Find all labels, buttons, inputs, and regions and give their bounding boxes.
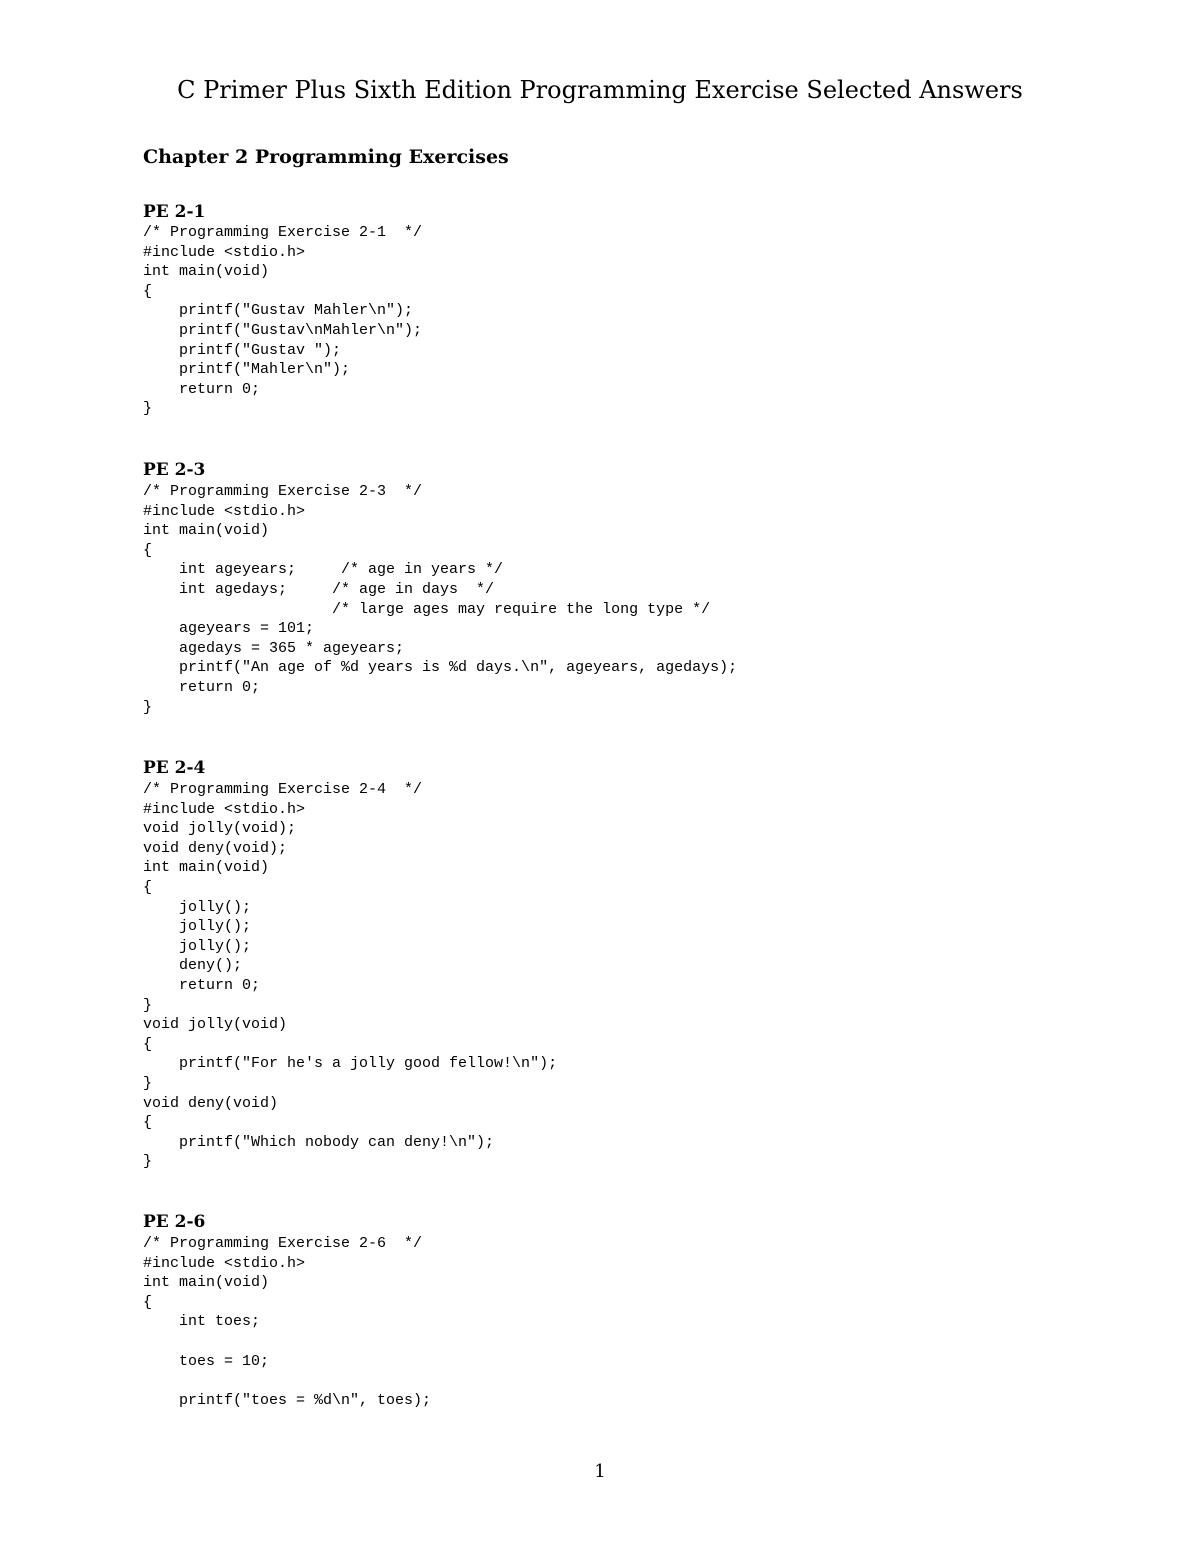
code-line: void deny(void) [143, 1094, 279, 1112]
code-line: #include <stdio.h> [143, 1254, 306, 1272]
code-line: { [143, 282, 153, 300]
code-line: int main(void) [143, 263, 270, 281]
code-line: jolly(); [143, 937, 252, 955]
code-line: void jolly(void); [143, 820, 297, 838]
page-title: C Primer Plus Sixth Edition Programming Exercise Selected Answers [177, 76, 1023, 104]
code-line: } [143, 1153, 153, 1171]
page-number: 1 [594, 1461, 606, 1482]
code-line: { [143, 878, 153, 896]
code-line: agedays = 365 * ageyears; [143, 639, 405, 657]
code-line: { [143, 1035, 153, 1053]
code-line: return 0; [143, 380, 261, 398]
code-line: return 0; [143, 976, 261, 994]
code-line: /* Programming Exercise 2-6 */ [143, 1235, 423, 1252]
code-block-pe-2-6 [143, 1234, 431, 1410]
code-line: { [143, 1114, 153, 1132]
code-block-pe-2-3 [143, 482, 737, 717]
code-line: void jolly(void) [143, 1016, 288, 1034]
code-line: int agedays; /* age in days */ [143, 580, 495, 598]
code-line: printf("For he's a jolly good fellow!\n"); [143, 1055, 558, 1073]
section-heading-pe-2-4: PE 2-4 [143, 758, 206, 778]
code-line: jolly(); [143, 918, 252, 936]
code-line: int ageyears; /* age in years */ [143, 561, 504, 579]
section-heading-pe-2-1: PE 2-1 [143, 202, 206, 222]
code-line: printf("toes = %d\n", toes); [143, 1391, 432, 1409]
code-line: deny(); [143, 957, 243, 975]
code-line: printf("Gustav\nMahler\n"); [143, 321, 423, 339]
code-line [143, 1371, 431, 1391]
chapter-heading: Chapter 2 Programming Exercises [143, 146, 509, 168]
code-line: /* Programming Exercise 2-4 */ [143, 781, 423, 798]
code-block-pe-2-1 [143, 223, 422, 419]
code-line: { [143, 1293, 153, 1311]
code-line: ageyears = 101; [143, 620, 315, 638]
code-line: } [143, 1074, 153, 1092]
code-line: /* Programming Exercise 2-1 */ [143, 224, 423, 241]
code-line: int main(void) [143, 522, 270, 540]
code-line: toes = 10; [143, 1352, 270, 1370]
code-line: printf("Which nobody can deny!\n"); [143, 1133, 495, 1151]
section-heading-pe-2-6: PE 2-6 [143, 1212, 206, 1232]
code-line: printf("An age of %d years is %d days.\n", ageyears, agedays); [143, 659, 738, 677]
code-line: int main(void) [143, 1274, 270, 1292]
code-line: #include <stdio.h> [143, 502, 306, 520]
code-line: void deny(void); [143, 839, 288, 857]
code-line: #include <stdio.h> [143, 243, 306, 261]
code-line: #include <stdio.h> [143, 800, 306, 818]
code-line: } [143, 400, 153, 418]
code-line: } [143, 996, 153, 1014]
code-line: printf("Gustav "); [143, 341, 342, 359]
code-line: printf("Gustav Mahler\n"); [143, 302, 414, 320]
code-line: int toes; [143, 1313, 261, 1331]
code-line: return 0; [143, 678, 261, 696]
code-line [143, 1332, 431, 1352]
code-line: /* large ages may require the long type */ [143, 600, 711, 618]
code-line: jolly(); [143, 898, 252, 916]
code-line: printf("Mahler\n"); [143, 361, 351, 379]
code-line: } [143, 698, 153, 716]
code-line: /* Programming Exercise 2-3 */ [143, 483, 423, 500]
code-block-pe-2-4 [143, 780, 557, 1172]
code-line: int main(void) [143, 859, 270, 877]
section-heading-pe-2-3: PE 2-3 [143, 460, 206, 480]
code-line: { [143, 541, 153, 559]
